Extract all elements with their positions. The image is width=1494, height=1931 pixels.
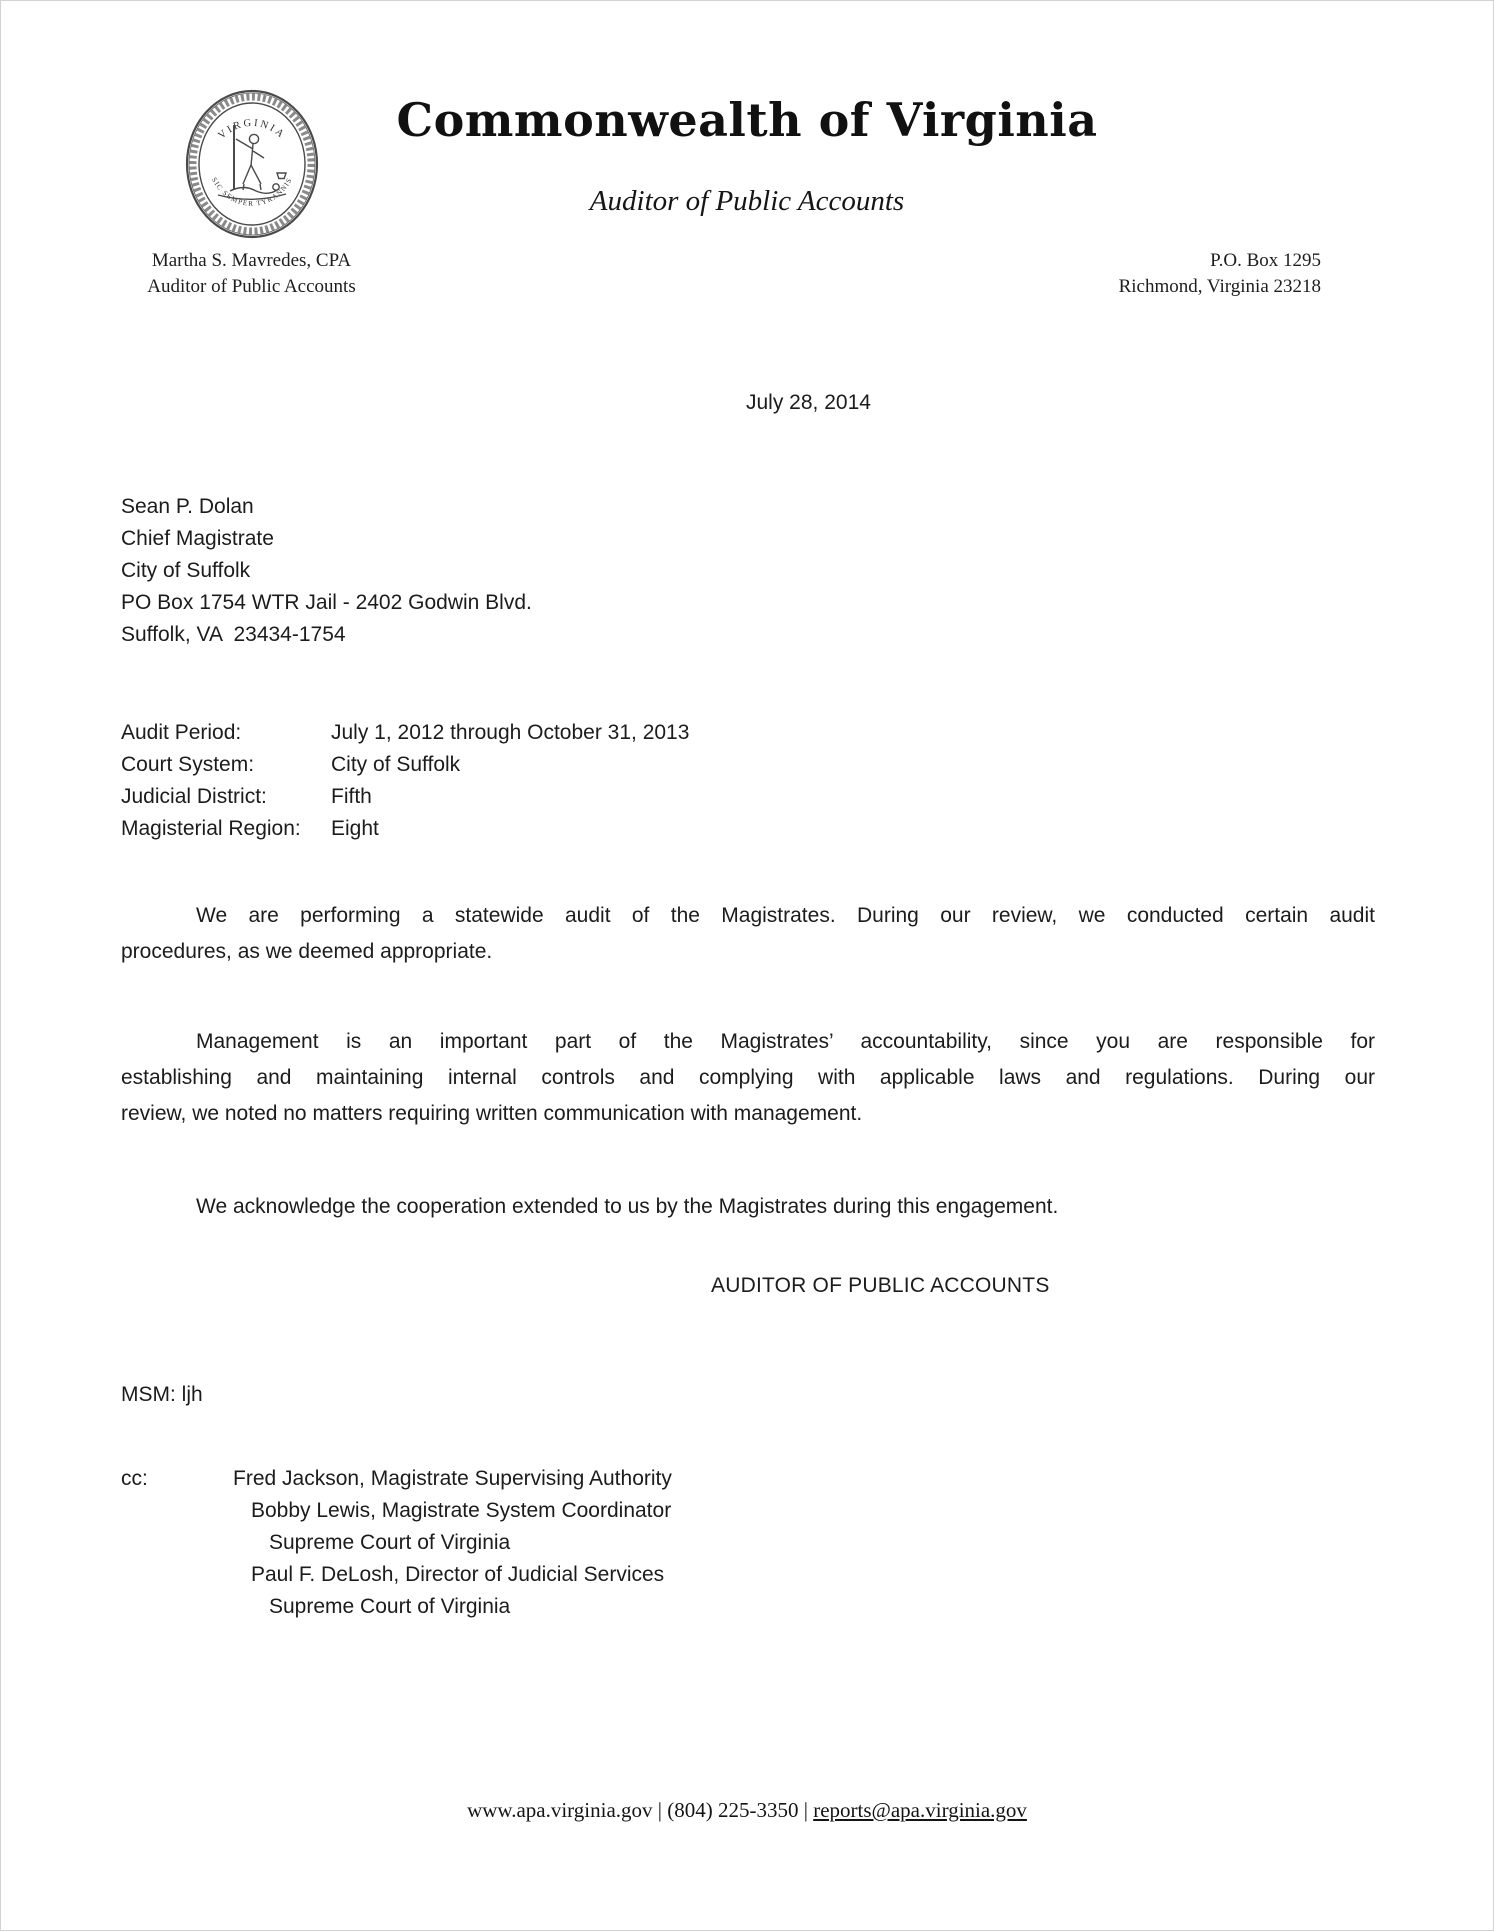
recipient-street: PO Box 1754 WTR Jail - 2402 Godwin Blvd. [121, 591, 532, 614]
cc-recipient: Bobby Lewis, Magistrate System Coordinator [251, 1499, 672, 1522]
reference-initials: MSM: ljh [121, 1383, 203, 1406]
detail-value: Eight [331, 817, 379, 840]
footer-separator-bar: | [803, 1798, 808, 1822]
cc-recipient: Paul F. DeLosh, Director of Judicial Services [251, 1563, 665, 1586]
recipient-title: Chief Magistrate [121, 527, 274, 550]
cc-recipient: Fred Jackson, Magistrate Supervising Authority [233, 1467, 672, 1490]
body-paragraph [121, 1024, 1375, 1132]
detail-label: Magisterial Region: [121, 817, 301, 840]
cc-row [121, 1463, 1375, 1495]
recipient-org: City of Suffolk [121, 559, 251, 582]
paragraph-line: procedures, as we deemed appropriate. [121, 940, 493, 963]
paragraph-line: We are performing a statewide audit of the Magistrates. During our review, we conducted certain audit [196, 904, 1375, 927]
seal-bottom-text: SIC SEMPER TYRANNIS [209, 176, 295, 208]
detail-value: Fifth [331, 785, 372, 808]
footer-contact-line [1, 1795, 1493, 1825]
detail-label: Audit Period: [121, 721, 242, 744]
paragraph-line: review, we noted no matters requiring written communication with management. [121, 1102, 863, 1125]
body-paragraph [121, 898, 1375, 970]
official-name: Martha S. Mavredes, CPA [151, 250, 352, 271]
paragraph-line: establishing and maintaining internal controls and complying with applicable laws and regulations. During our [121, 1066, 1375, 1089]
cc-recipient-org: Supreme Court of Virginia [269, 1531, 511, 1554]
office-address-block [961, 248, 1321, 300]
recipient-name: Sean P. Dolan [121, 495, 254, 518]
paragraph-line: We acknowledge the cooperation extended to us by the Magistrates during this engagement. [196, 1195, 1059, 1218]
detail-value: July 1, 2012 through October 31, 2013 [331, 721, 690, 744]
recipient-city-state-zip: Suffolk, VA 23434-1754 [121, 623, 346, 646]
seal-top-text: VIRGINIA [216, 117, 288, 142]
cc-recipient-org: Supreme Court of Virginia [269, 1595, 511, 1618]
detail-label: Judicial District: [121, 785, 267, 808]
detail-row [121, 781, 1375, 813]
detail-row [121, 749, 1375, 781]
footer-separator-bar: | [657, 1798, 662, 1822]
detail-row [121, 813, 1375, 845]
cc-block [121, 1463, 1375, 1623]
footer-website: www.apa.virginia.gov [467, 1798, 653, 1822]
letterhead-title: Commonwealth of Virginia [396, 93, 1098, 147]
detail-row [121, 717, 1375, 749]
paragraph-line: Management is an important part of the Magistrates’ accountability, since you are responsible for [196, 1030, 1375, 1053]
footer-phone: (804) 225-3350 [667, 1798, 799, 1822]
detail-label: Court System: [121, 753, 255, 776]
official-title: Auditor of Public Accounts [147, 276, 356, 297]
official-block [119, 248, 384, 300]
address-line1: P.O. Box 1295 [1210, 250, 1321, 271]
letter-date: July 28, 2014 [746, 391, 871, 414]
address-line2: Richmond, Virginia 23218 [1118, 276, 1321, 297]
recipient-block [121, 491, 1375, 651]
body-paragraph [121, 1189, 1375, 1225]
detail-value: City of Suffolk [331, 753, 461, 776]
cc-label: cc: [121, 1467, 148, 1490]
audit-details-block [121, 717, 1375, 845]
footer-email-link[interactable]: reports@apa.virginia.gov [813, 1798, 1027, 1822]
signature-organization: AUDITOR OF PUBLIC ACCOUNTS [711, 1274, 1050, 1297]
letterhead-subtitle: Auditor of Public Accounts [589, 185, 905, 217]
